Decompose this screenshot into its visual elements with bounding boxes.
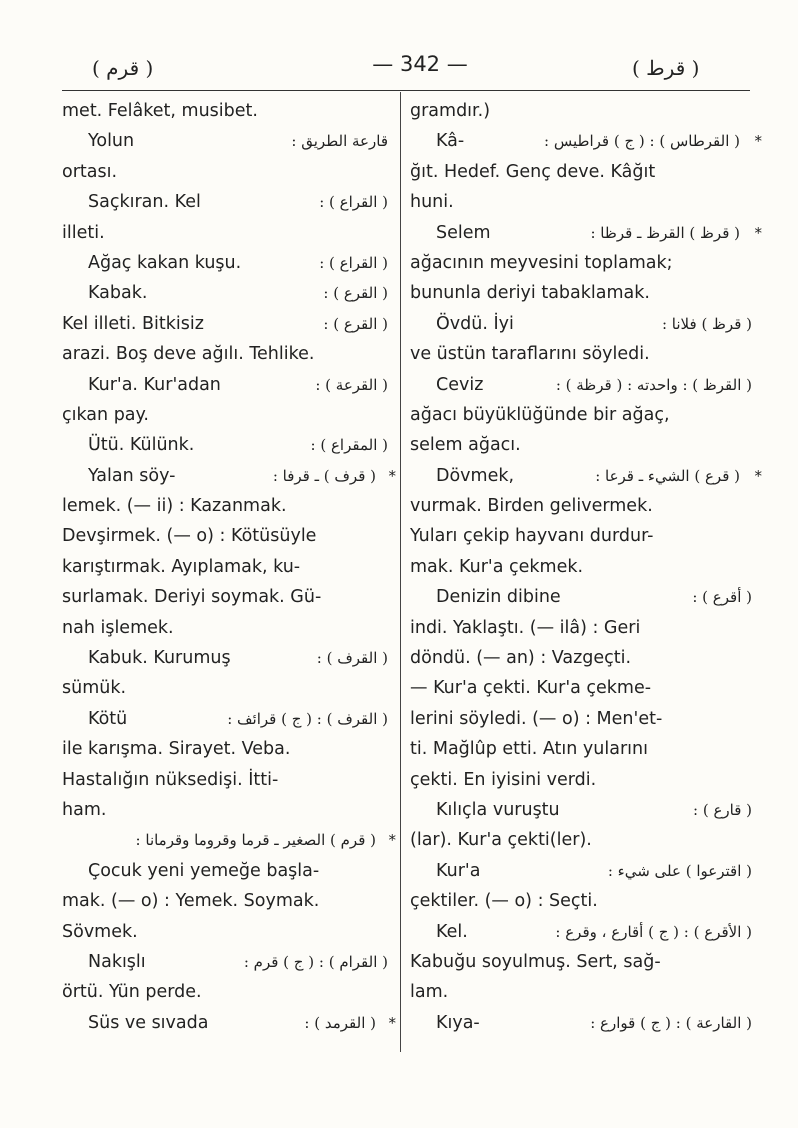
arabic-headword: ( القارعة ) : ( ج ) قوارع :	[590, 1013, 752, 1032]
turkish-text: Nakışlı	[88, 951, 146, 972]
turkish-text: gramdır.)	[410, 101, 491, 121]
arabic-headword: ( القرمد ) :	[304, 1013, 376, 1032]
turkish-text: Saçkıran. Kel	[88, 192, 201, 213]
arabic-headword: ( القرع ) :	[323, 284, 388, 303]
dictionary-line	[410, 521, 752, 551]
arabic-headword: ( القرف ) :	[316, 649, 388, 668]
arabic-headword: ( القرام ) : ( ج ) قرم :	[243, 952, 388, 971]
turkish-text: mak. Kur'a çekmek.	[410, 556, 584, 577]
entry-star-marker: *	[754, 466, 762, 485]
dictionary-line	[62, 917, 388, 947]
turkish-text: mak. (— o) : Yemek. Soymak.	[62, 891, 320, 912]
dictionary-line	[410, 248, 752, 278]
arabic-headword: قارعة الطريق :	[291, 132, 388, 151]
dictionary-line	[410, 278, 752, 308]
dictionary-line	[410, 370, 752, 400]
dictionary-line	[62, 856, 388, 886]
left-column	[62, 96, 396, 1038]
dictionary-line	[410, 734, 752, 764]
dictionary-line	[62, 96, 388, 126]
page-header	[0, 52, 798, 86]
header-left-entry: ( قرم )	[92, 56, 154, 80]
turkish-text: çıkan pay.	[62, 404, 149, 425]
entry-star-marker: *	[388, 831, 396, 850]
turkish-text: çektiler. (— o) : Seçti.	[410, 891, 598, 912]
turkish-text: Yalan söy-	[88, 465, 176, 486]
turkish-text: Kel.	[436, 921, 468, 942]
turkish-text: Kur'a	[436, 860, 481, 881]
turkish-text: sümük.	[62, 678, 127, 699]
arabic-headword: ( قارع ) :	[693, 800, 752, 819]
arabic-headword: ( قرف ) ـ قرفا :	[272, 466, 376, 485]
turkish-text: Ceviz	[436, 374, 484, 395]
dictionary-line	[62, 1008, 396, 1038]
turkish-text: döndü. (— an) : Vazgeçti.	[410, 648, 632, 669]
arabic-headword: ( اقترعوا ) على شيء :	[607, 861, 752, 880]
dictionary-line	[410, 552, 752, 582]
dictionary-line	[62, 643, 388, 673]
dictionary-line	[410, 1008, 752, 1038]
turkish-text: Denizin dibine	[436, 587, 561, 608]
arabic-headword: ( القرعة ) :	[315, 375, 388, 394]
dictionary-line	[62, 977, 388, 1007]
entry-star-marker: *	[754, 132, 762, 151]
turkish-text: met. Felâket, musibet.	[62, 101, 258, 121]
turkish-text: Hastalığın nüksedişi. İtti-	[62, 769, 279, 790]
turkish-text: — Kur'a çekti. Kur'a çekme-	[410, 678, 652, 699]
turkish-text: indi. Yaklaştı. (— ilâ) : Geri	[410, 617, 641, 638]
turkish-text: Ütü. Külünk.	[88, 435, 195, 456]
dictionary-line	[62, 795, 388, 825]
turkish-text: Övdü. İyi	[436, 313, 514, 334]
dictionary-line	[62, 704, 388, 734]
turkish-text: lam.	[410, 982, 449, 1003]
turkish-text: Kur'a. Kur'adan	[88, 374, 221, 395]
turkish-text: selem ağacı.	[410, 435, 521, 456]
turkish-text: Kabak.	[88, 283, 148, 304]
dictionary-line	[62, 734, 388, 764]
dictionary-line	[62, 218, 388, 248]
dictionary-line	[410, 491, 752, 521]
turkish-text: Kabuğu soyulmuş. Sert, sağ-	[410, 951, 661, 972]
page-number: — 342 —	[372, 52, 468, 76]
turkish-text: ile karışma. Sirayet. Veba.	[62, 739, 291, 760]
turkish-text: Yuları çekip hayvanı durdur-	[410, 526, 654, 547]
arabic-headword: ( الأقرع ) : ( ج ) أقارع ، وقرع :	[555, 922, 752, 941]
turkish-text: ti. Mağlûp etti. Atın yularını	[410, 739, 648, 760]
arabic-headword: ( القرف ) : ( ج ) قرائف :	[227, 709, 388, 728]
arabic-headword: ( القرطاس ) : ( ج ) قراطيس :	[544, 132, 740, 151]
dictionary-line	[62, 339, 388, 369]
dictionary-line	[410, 613, 752, 643]
turkish-text: vurmak. Birden gelivermek.	[410, 496, 653, 517]
dictionary-line	[62, 491, 388, 521]
turkish-text: ağacı büyüklüğünde bir ağaç,	[410, 404, 670, 425]
dictionary-line	[62, 157, 388, 187]
dictionary-line	[410, 825, 752, 855]
arabic-headword: ( المقراع ) :	[310, 436, 388, 455]
dictionary-line	[410, 765, 752, 795]
turkish-text: illeti.	[62, 222, 105, 243]
turkish-text: örtü. Yün perde.	[62, 982, 202, 1003]
dictionary-line	[410, 461, 762, 491]
turkish-text: Yolun	[88, 131, 135, 152]
right-column	[410, 96, 762, 1038]
dictionary-line	[62, 309, 388, 339]
turkish-text: lemek. (— ii) : Kazanmak.	[62, 496, 287, 517]
arabic-headword: ( قرم ) الصغير ـ قرما وقروما وقرمانا :	[135, 831, 376, 850]
turkish-text: arazi. Boş deve ağılı. Tehlike.	[62, 344, 315, 365]
dictionary-line	[410, 947, 752, 977]
dictionary-line	[410, 977, 752, 1007]
dictionary-line	[62, 673, 388, 703]
dictionary-line	[62, 248, 388, 278]
entry-star-marker: *	[754, 223, 762, 242]
dictionary-line	[62, 825, 396, 855]
dictionary-line	[62, 765, 388, 795]
dictionary-line	[62, 552, 388, 582]
arabic-headword: ( أقرع ) :	[692, 588, 752, 607]
dictionary-line	[62, 126, 388, 156]
dictionary-line	[410, 187, 752, 217]
turkish-text: Süs ve sıvada	[88, 1012, 209, 1033]
dictionary-line	[62, 947, 388, 977]
dictionary-line	[410, 643, 752, 673]
dictionary-line	[62, 521, 388, 551]
header-rule	[62, 90, 750, 91]
turkish-text: ve üstün taraflarını söyledi.	[410, 344, 650, 365]
dictionary-line	[62, 370, 388, 400]
turkish-text: ham.	[62, 799, 107, 820]
dictionary-line	[62, 278, 388, 308]
dictionary-line	[410, 704, 752, 734]
dictionary-line	[62, 613, 388, 643]
turkish-text: Kâ-	[436, 131, 465, 152]
turkish-text: karıştırmak. Ayıplamak, ku-	[62, 556, 301, 577]
arabic-headword: ( قرظ ) القرظ ـ قرظا :	[590, 223, 740, 242]
column-divider	[400, 92, 401, 1052]
turkish-text: Kötü	[88, 708, 128, 729]
dictionary-line	[410, 400, 752, 430]
dictionary-line	[62, 187, 388, 217]
arabic-headword: ( القراع ) :	[319, 193, 388, 212]
dictionary-line	[62, 400, 388, 430]
turkish-text: ortası.	[62, 161, 118, 182]
dictionary-line	[62, 430, 388, 460]
turkish-text: ağacının meyvesini toplamak;	[410, 252, 673, 273]
turkish-text: bununla deriyi tabaklamak.	[410, 283, 650, 304]
arabic-headword: ( القراع ) :	[319, 253, 388, 272]
dictionary-line	[410, 673, 752, 703]
turkish-text: Kıya-	[436, 1012, 480, 1033]
dictionary-line	[410, 339, 752, 369]
arabic-headword: ( قرع ) الشيء ـ قرعا :	[595, 466, 740, 485]
turkish-text: Dövmek,	[436, 465, 515, 486]
turkish-text: ğıt. Hedef. Genç deve. Kâğıt	[410, 161, 656, 182]
dictionary-line	[62, 886, 388, 916]
dictionary-line	[410, 309, 752, 339]
turkish-text: Kel illeti. Bitkisiz	[62, 313, 204, 334]
arabic-headword: ( قرظ ) فلانا :	[661, 314, 752, 333]
turkish-text: Devşirmek. (— o) : Kötüsüyle	[62, 526, 317, 547]
turkish-text: Sövmek.	[62, 921, 138, 942]
arabic-headword: ( القرظ ) : واحدته : ( قرظة ) :	[555, 375, 752, 394]
dictionary-line	[62, 582, 388, 612]
turkish-text: Kabuk. Kurumuş	[88, 648, 231, 669]
dictionary-line	[410, 886, 752, 916]
turkish-text: Çocuk yeni yemeğe başla-	[88, 860, 320, 881]
turkish-text: surlamak. Deriyi soymak. Gü-	[62, 587, 322, 608]
turkish-text: çekti. En iyisini verdi.	[410, 769, 597, 790]
dictionary-line	[410, 795, 752, 825]
turkish-text: Kılıçla vuruştu	[436, 799, 560, 820]
dictionary-line	[410, 218, 762, 248]
turkish-text: lerini söyledi. (— o) : Men'et-	[410, 708, 663, 729]
turkish-text: Selem	[436, 222, 491, 243]
dictionary-line	[410, 126, 762, 156]
entry-star-marker: *	[388, 1013, 396, 1032]
dictionary-line	[410, 582, 752, 612]
arabic-headword: ( القرع ) :	[323, 314, 388, 333]
turkish-text: huni.	[410, 192, 454, 213]
turkish-text: Ağaç kakan kuşu.	[88, 252, 242, 273]
turkish-text: (lar). Kur'a çekti(ler).	[410, 830, 592, 851]
dictionary-line	[410, 157, 752, 187]
dictionary-line	[410, 430, 752, 460]
dictionary-line	[410, 856, 752, 886]
dictionary-line	[410, 917, 752, 947]
header-right-entry: ( قرط )	[632, 56, 700, 80]
turkish-text: nah işlemek.	[62, 617, 174, 638]
dictionary-line	[410, 96, 752, 126]
entry-star-marker: *	[388, 466, 396, 485]
dictionary-line	[62, 461, 396, 491]
